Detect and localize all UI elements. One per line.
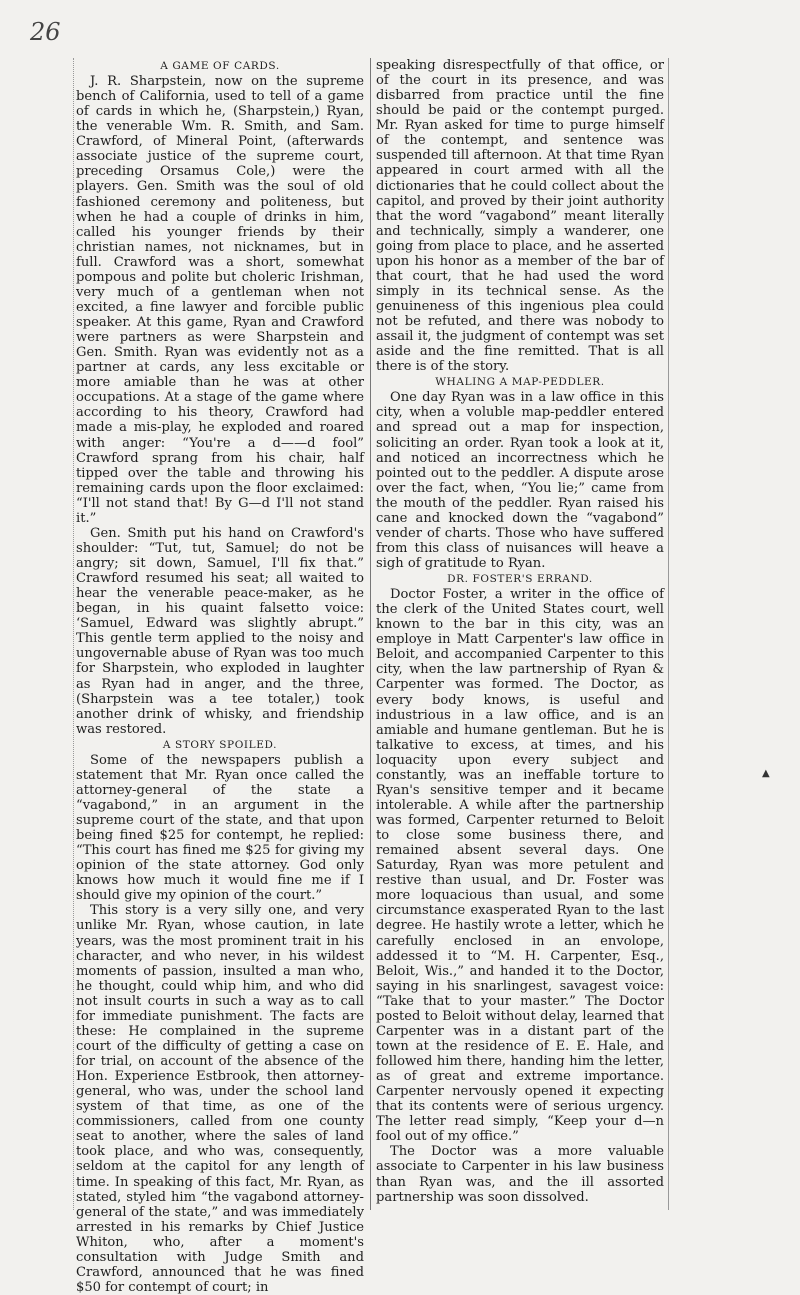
article-paragraph: Gen. Smith put his hand on Crawford's shoulder: “Tut, tut, Samuel; do not be angry; sit down, Samuel, I'll fix that.” Crawford resumed his seat; all waited to hear the venerable peace-maker, as he began, in his quaint falsetto voice: ‘Samuel, Edward was slightly abrupt.” This gentle term applied to the noisy and ungovernable abuse of Ryan was too much for Sharpstein, who exploded in laughter as Ryan had in anger, and the three, (Sharpstein was a tee totaler,) took another drink of whisky, and friendship was restored.	[76, 525, 364, 737]
column-rule	[370, 58, 371, 1210]
section-heading: A STORY SPOILED.	[162, 738, 278, 751]
section-heading: DR. FOSTER'S ERRAND.	[447, 573, 593, 586]
page-number: 26	[30, 18, 61, 46]
article-paragraph: Some of the newspapers publish a statement that Mr. Ryan once called the attorney-general of the state a “vagabond,” in an argument in the supreme court of the state, and that upon being fined $25 for contempt, he replied: “This court has fined me $25 for giving my opinion of the state attorney. God only knows how much it would fine me if I should give my opinion of the court.”	[76, 752, 364, 904]
margin-mark-icon: ▲	[762, 768, 770, 779]
article-paragraph: One day Ryan was in a law office in this city, when a voluble map-peddler entered and spread out a map for inspection, soliciting an order. Ryan took a look at it, and noticed an incorrectness which he pointed out to the peddler. A dispute arose over the fact, when, “You lie;” came from the mouth of the peddler. Ryan raised his cane and knocked down the “vagabond” vender of charts. Those who have suffered from this class of nuisances will heave a sigh of gratitude to Ryan.	[376, 390, 664, 571]
right-column	[376, 58, 664, 1205]
left-column	[76, 58, 364, 1295]
section-heading: WHALING A MAP-PEDDLER.	[435, 376, 605, 389]
article-paragraph: J. R. Sharpstein, now on the supreme bench of California, used to tell of a game of cards in which he, (Sharpstein,) Ryan, the venerable Wm. R. Smith, and Sam. Crawford, of Mineral Point, (afterwards associate justice of the supreme court, preceding Orsamus Cole,) were the players. Gen. Smith was the soul of old fashioned ceremony and politeness, but when he had a couple of drinks in him, called his younger friends by their christian names, not nicknames, but in full. Crawford was a short, somewhat pompous and polite but choleric Irishman, very much of a gentleman when not excited, a fine lawyer and forcible public speaker. At this game, Ryan and Crawford were partners as were Sharpstein and Gen. Smith. Ryan was evidently not as a partner at cards, any less excitable or more amiable than he was at other occupations. At a stage of the game where according to his theory, Crawford had made a mis-play, he exploded and roared with anger: “You're a d——d fool” Crawford sprang from his chair, half tipped over the table and throwing his remaining cards upon the floor exclaimed: “I'll not stand that! By G—d I'll not stand it.”	[76, 74, 364, 526]
newspaper-clipping	[76, 58, 666, 1295]
article-paragraph: Doctor Foster, a writer in the office of the clerk of the United States court, well known to the bar in this city, was an employe in Matt Carpenter's law office in Beloit, and accompanied Carpenter to this city, when the law partnership of Ryan & Carpenter was formed. The Doctor, as every body knows, is useful and industrious in a law office, and is an amiable and humane gentleman. But he is talkative to excess, at times, and his loquacity upon every subject and constantly, was an ineffable torture to Ryan's sensitive temper and it became intolerable. A while after the partnership was formed, Carpenter returned to Beloit to close some business there, and remained absent several days. One Saturday, Ryan was more petulent and restive than usual, and Dr. Foster was more loquacious than usual, and some circumstance exasperated Ryan to the last degree. He hastily wrote a letter, which he carefully enclosed in an envolope, addessed it to “M. H. Carpenter, Esq., Beloit, Wis.,” and handed it to the Doctor, saying in his snarlingest, savagest voice: “Take that to your master.” The Doctor posted to Beloit without delay, learned that Carpenter was in a distant part of the town at the residence of E. E. Hale, and followed him there, handing him the letter, as of great and extreme importance. Carpenter nervously opened it expecting that its contents were of serious urgency. The letter read simply, “Keep your d—n fool out of my office.”	[376, 587, 664, 1145]
article-paragraph: speaking disrespectfully of that office, or of the court in its presence, and was disbarred from practice until the fine should be paid or the contempt purged. Mr. Ryan asked for time to purge himself of the contempt, and sentence was suspended till afternoon. At that time Ryan appeared in court armed with all the dictionaries that he could collect about the capitol, and proved by their joint authority that the word “vagabond” meant literally and technically, simply a wanderer, one going from place to place, and he asserted upon his honor as a member of the bar of that court, that he had used the word simply in its technical sense. As the genuineness of this ingenious plea could not be refuted, and there was nobody to assail it, the judgment of contempt was set aside and the fine remitted. That is all there is of the story.	[376, 58, 664, 375]
article-paragraph: The Doctor was a more valuable associate to Carpenter in his law business than Ryan was, and the ill assorted partnership was soon dissolved.	[376, 1144, 664, 1205]
clipping-right-edge	[668, 58, 669, 1210]
article-paragraph: This story is a very silly one, and very unlike Mr. Ryan, whose caution, in late years, was the most prominent trait in his character, and who never, in his wildest moments of passion, insulted a man who, he thought, could whip him, and who did not insult courts in such a way as to call for immediate punishment. The facts are these: He complained in the supreme court of the difficulty of getting a case on for trial, on account of the absence of the Hon. Experience Estbrook, then attorney-general, who was, under the school land system of that time, as one of the commissioners, called from one county seat to another, where the sales of land took place, and who was, consequently, seldom at the capitol for any length of time. In speaking of this fact, Mr. Ryan, as stated, styled him “the vagabond attorney-general of the state,” and was immediately arrested in his remarks by Chief Justice Whiton, who, after a moment's consultation with Judge Smith and Crawford, announced that he was fined $50 for contempt of court; in	[76, 903, 364, 1295]
clipping-left-edge	[73, 58, 74, 1210]
section-heading: A GAME OF CARDS.	[160, 60, 280, 72]
